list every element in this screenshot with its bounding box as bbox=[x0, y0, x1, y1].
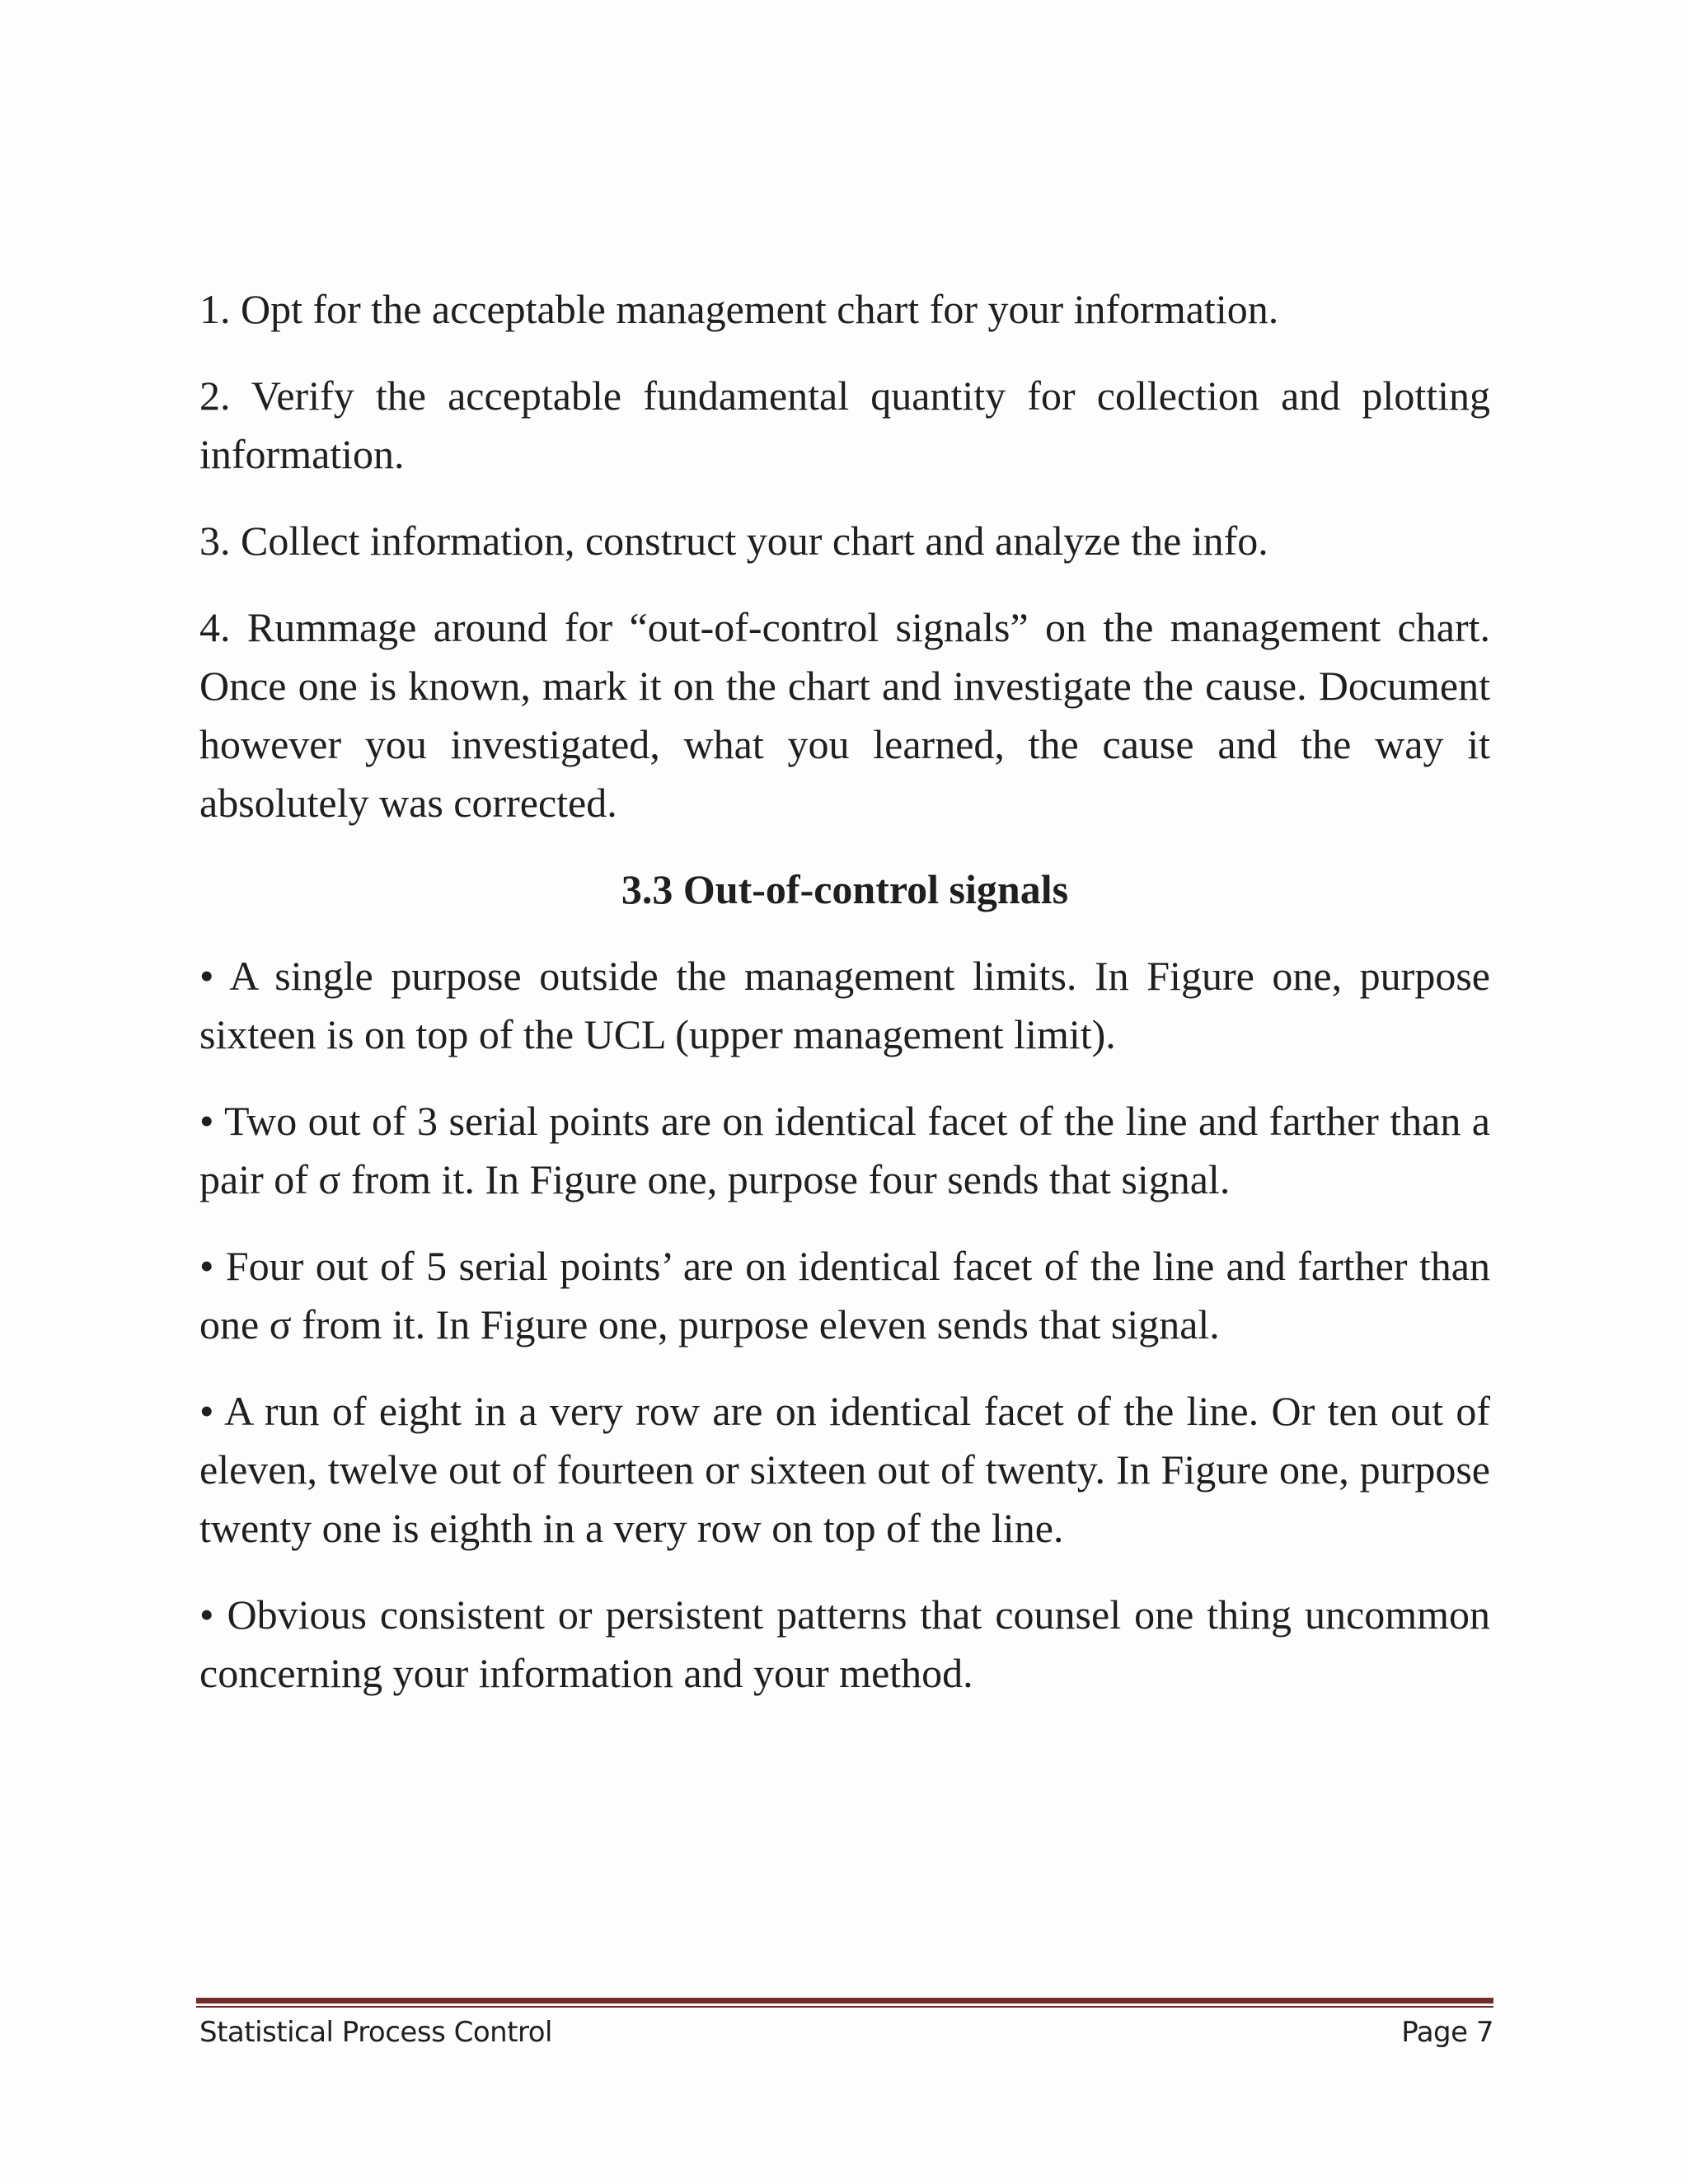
signal-bullet-2: • Two out of 3 serial points are on identical facet of the line and farther than a pair of σ from it. In Figure one, purpose four sends that signal. bbox=[199, 1098, 1490, 1202]
page-body bbox=[199, 280, 1490, 1731]
footer-page-number: Page 7 bbox=[1401, 2016, 1493, 2049]
step-3-paragraph: 3. Collect information, construct your chart and analyze the info. bbox=[199, 518, 1268, 564]
step-2-paragraph: 2. Verify the acceptable fundamental quantity for collection and plotting information. bbox=[199, 373, 1490, 477]
section-heading: 3.3 Out-of-control signals bbox=[621, 866, 1069, 912]
signal-bullet-5: • Obvious consistent or persistent patterns that counsel one thing uncommon concerning your information and your method. bbox=[199, 1591, 1490, 1696]
signal-bullet-1: • A single purpose outside the management limits. In Figure one, purpose sixteen is on top of the UCL (upper management limit). bbox=[199, 953, 1490, 1057]
footer-rule-thick bbox=[196, 1998, 1493, 2004]
signal-bullet-3: • Four out of 5 serial points’ are on identical facet of the line and farther than one σ from it. In Figure one, purpose eleven sends that signal. bbox=[199, 1243, 1490, 1347]
footer-document-title: Statistical Process Control bbox=[199, 2016, 552, 2049]
footer-rule-thin bbox=[196, 2006, 1493, 2008]
step-4-paragraph: 4. Rummage around for “out-of-control signals” on the management chart. Once one is known, mark it on the chart and investigate the cause. Document however you investigated, what you learned, the cause and the way it absolutely was corrected. bbox=[199, 604, 1490, 826]
step-1-paragraph: 1. Opt for the acceptable management chart for your information. bbox=[199, 286, 1279, 332]
signal-bullet-4: • A run of eight in a very row are on identical facet of the line. Or ten out of eleven, twelve out of fourteen or sixteen out of twenty. In Figure one, purpose twenty one is eighth in a very row on top of the line. bbox=[199, 1388, 1490, 1551]
